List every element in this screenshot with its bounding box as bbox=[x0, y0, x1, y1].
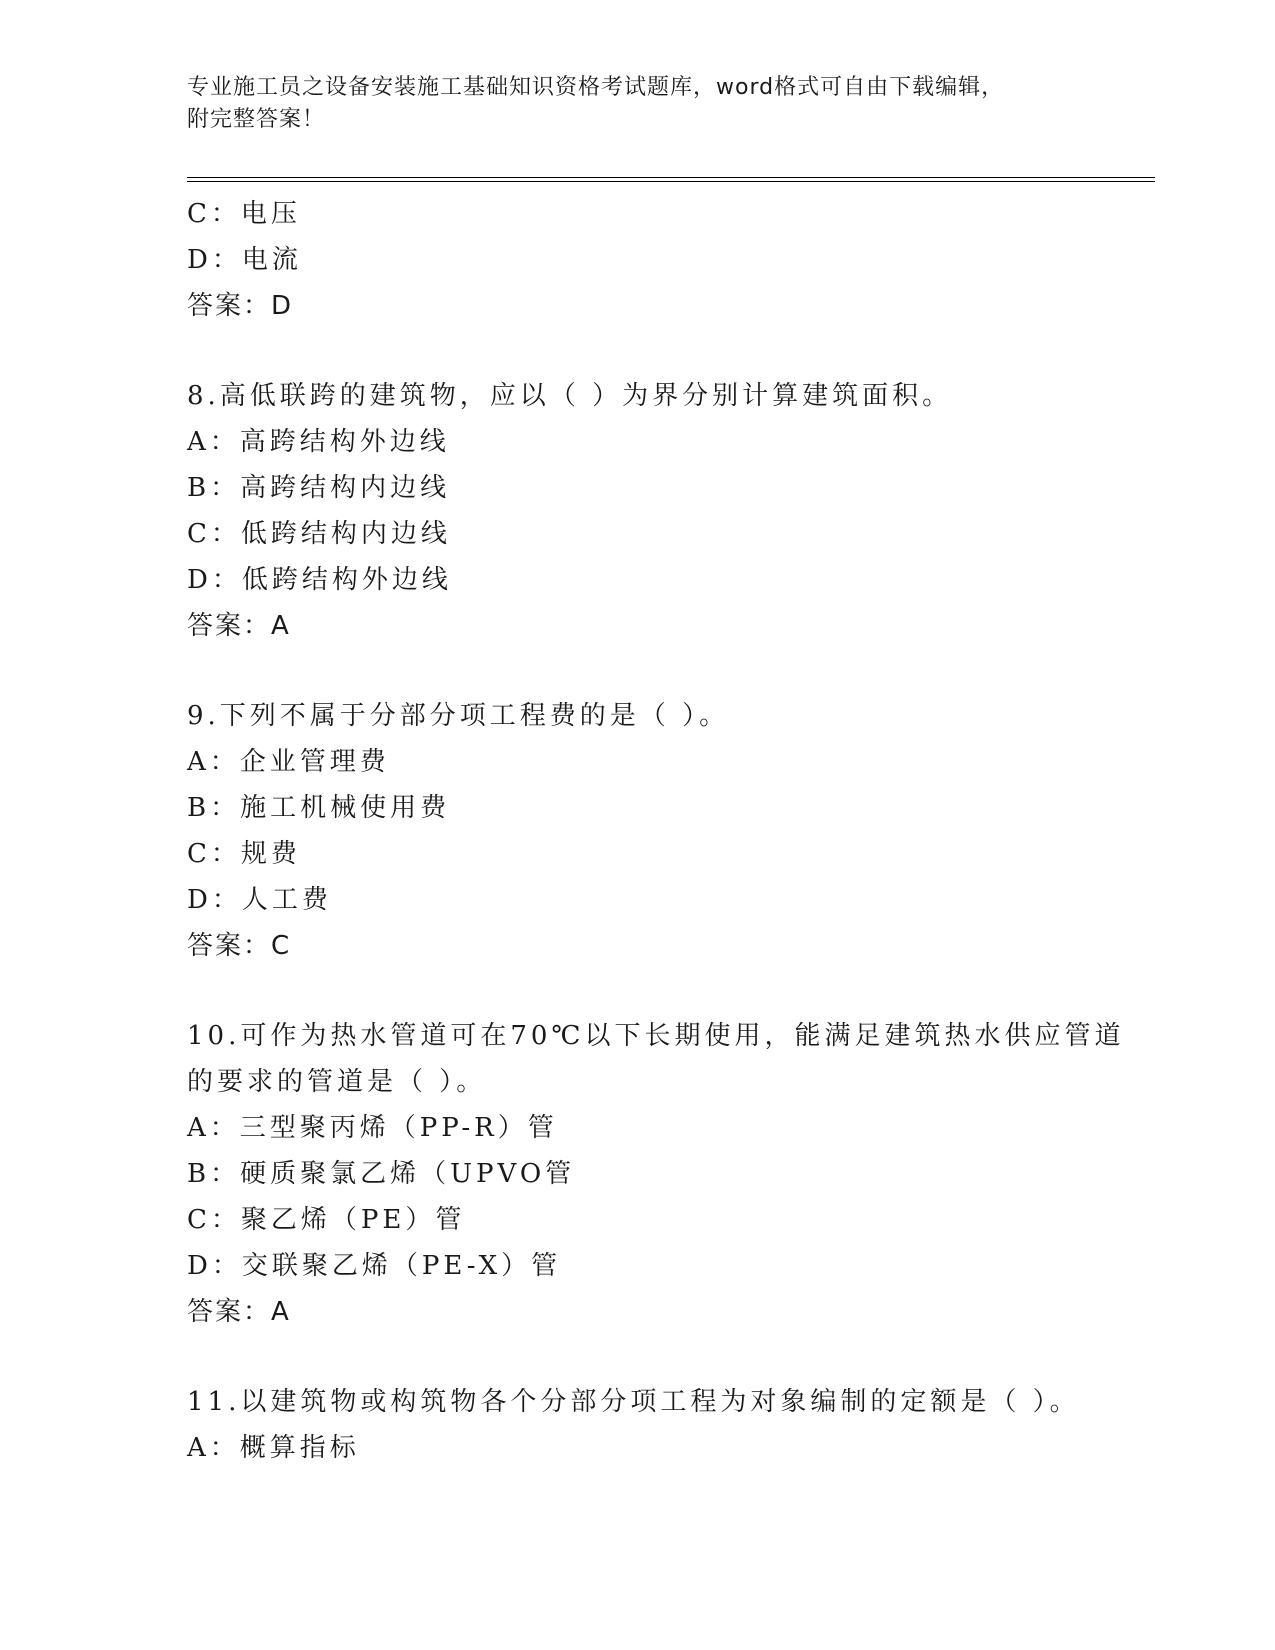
question-block-11 bbox=[187, 1379, 1127, 1471]
option-a: A：企业管理费 bbox=[187, 747, 390, 777]
question-block-partial bbox=[187, 191, 1127, 329]
document-header bbox=[187, 72, 1087, 136]
question-block-9 bbox=[187, 693, 1127, 969]
question-text-line-1: 10.可作为热水管道可在70℃以下长期使用，能满足建筑热水供应管道 bbox=[187, 1021, 1125, 1051]
header-line-2: 附完整答案！ bbox=[187, 107, 326, 132]
option-c: C：聚乙烯（PE）管 bbox=[187, 1205, 466, 1235]
option-d: D：交联聚乙烯（PE-X）管 bbox=[187, 1251, 562, 1281]
spacer bbox=[187, 649, 1127, 693]
option-c: C：规费 bbox=[187, 839, 301, 869]
answer-line: 答案：C bbox=[187, 931, 292, 961]
option-d: D：电流 bbox=[187, 245, 302, 275]
spacer bbox=[187, 329, 1127, 373]
question-text: 9.下列不属于分部分项工程费的是（ ）。 bbox=[187, 701, 730, 731]
option-b: B：施工机械使用费 bbox=[187, 793, 451, 823]
answer-line: 答案：D bbox=[187, 291, 294, 321]
option-a: A：概算指标 bbox=[187, 1433, 360, 1463]
option-c: C：电压 bbox=[187, 199, 301, 229]
question-block-10 bbox=[187, 1013, 1127, 1335]
question-block-8 bbox=[187, 373, 1127, 649]
answer-line: 答案：A bbox=[187, 1297, 291, 1327]
answer-line: 答案：A bbox=[187, 611, 291, 641]
question-text: 8.高低联跨的建筑物，应以（ ）为界分别计算建筑面积。 bbox=[187, 381, 953, 411]
option-d: D：人工费 bbox=[187, 885, 332, 915]
option-c: C：低跨结构内边线 bbox=[187, 519, 451, 549]
option-d: D：低跨结构外边线 bbox=[187, 565, 452, 595]
option-a: A：三型聚丙烯（PP-R）管 bbox=[187, 1113, 558, 1143]
option-b: B：硬质聚氯乙烯（UPVO管 bbox=[187, 1159, 576, 1189]
option-a: A：高跨结构外边线 bbox=[187, 427, 450, 457]
header-divider-top bbox=[187, 177, 1155, 178]
header-line-1: 专业施工员之设备安装施工基础知识资格考试题库，word格式可自由下载编辑， bbox=[187, 75, 1005, 100]
question-text-line-2: 的要求的管道是（ ）。 bbox=[187, 1067, 487, 1097]
spacer bbox=[187, 1335, 1127, 1379]
question-text: 11.以建筑物或构筑物各个分部分项工程为对象编制的定额是（ ）。 bbox=[187, 1387, 1080, 1417]
spacer bbox=[187, 969, 1127, 1013]
question-list bbox=[187, 191, 1127, 1471]
header-divider-bottom bbox=[187, 181, 1155, 182]
option-b: B：高跨结构内边线 bbox=[187, 473, 451, 503]
